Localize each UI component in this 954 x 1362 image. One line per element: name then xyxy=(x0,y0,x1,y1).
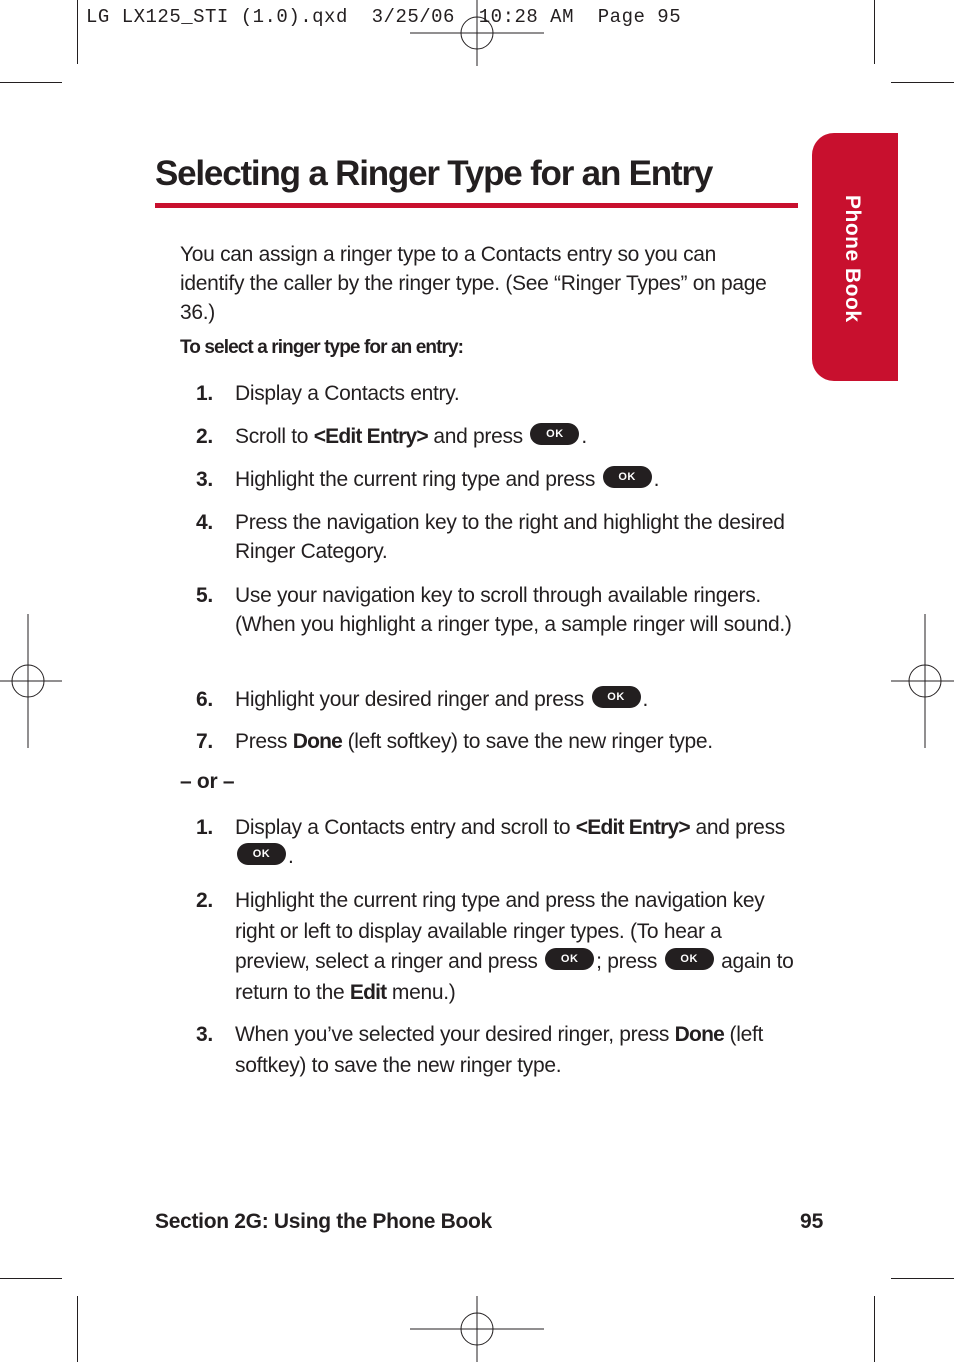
registration-mark-bottom xyxy=(410,1296,544,1362)
procedure-heading: To select a ringer type for an entry: xyxy=(180,337,464,358)
ok-key-icon: OK xyxy=(665,948,714,970)
or-divider: – or – xyxy=(180,770,235,793)
crop-mark xyxy=(874,1296,875,1362)
step-number: 4. xyxy=(196,511,213,534)
crop-mark xyxy=(891,82,954,83)
page-title: Selecting a Ringer Type for an Entry xyxy=(155,154,713,193)
softkey-done: Done xyxy=(674,1023,724,1046)
menu-item-edit-entry: <Edit Entry> xyxy=(575,816,690,839)
step-text: Highlight the current ring type and press the navigation key right or left to display available ringer types. (To hear a preview, select a ringer and press OK ; press OK again to return to the Edit menu.) xyxy=(235,889,794,1004)
step-text: Scroll to <Edit Entry> and press OK . xyxy=(235,425,587,448)
step-number: 1. xyxy=(196,382,213,405)
section-tab-label: Phone Book xyxy=(841,195,864,323)
step-text: Highlight your desired ringer and press OK . xyxy=(235,688,649,711)
step-number: 2. xyxy=(196,889,213,912)
step-number: 5. xyxy=(196,584,213,607)
step-text: Press Done (left softkey) to save the new ringer type. xyxy=(235,730,713,753)
step-text: Press the navigation key to the right and highlight the desired Ringer Category. xyxy=(235,511,785,563)
menu-edit: Edit xyxy=(349,980,387,1004)
crop-mark xyxy=(0,1278,62,1279)
step-text: When you’ve selected your desired ringer, press Done (left softkey) to save the new ringer type. xyxy=(235,1023,764,1077)
section-tab xyxy=(812,133,898,381)
ok-key-icon: OK xyxy=(545,948,594,970)
title-rule xyxy=(155,203,798,208)
crop-mark xyxy=(77,0,78,64)
step-number: 3. xyxy=(196,468,213,491)
step-number: 1. xyxy=(196,816,213,839)
ok-key-icon: OK xyxy=(592,686,641,708)
crop-mark xyxy=(874,0,875,64)
step-text: Use your navigation key to scroll through available ringers. (When you highlight a ringer type, a sample ringer will sound.) xyxy=(235,584,792,636)
registration-mark-left xyxy=(0,614,62,748)
softkey-done: Done xyxy=(292,730,343,753)
menu-item-edit-entry: <Edit Entry> xyxy=(313,425,428,448)
intro-paragraph: You can assign a ringer type to a Contacts entry so you can identify the caller by the ringer type. (See “Ringer Types” on page 36.) xyxy=(180,243,767,324)
step-text: Highlight the current ring type and press OK . xyxy=(235,468,660,491)
printer-slug: LG LX125_STI (1.0).qxd 3/25/06 10:28 AM Page 95 xyxy=(86,6,682,28)
step-text: Display a Contacts entry and scroll to <Edit Entry> and press OK . xyxy=(235,816,785,868)
step-number: 7. xyxy=(196,730,213,753)
page-number: 95 xyxy=(800,1210,824,1233)
step-number: 3. xyxy=(196,1023,213,1046)
crop-mark xyxy=(0,82,62,83)
crop-mark xyxy=(891,1278,954,1279)
step-number: 6. xyxy=(196,688,213,711)
ok-key-icon: OK xyxy=(530,423,579,445)
step-number: 2. xyxy=(196,425,213,448)
step-text: Display a Contacts entry. xyxy=(235,382,460,405)
registration-mark-right xyxy=(891,614,954,748)
crop-mark xyxy=(77,1296,78,1362)
registration-mark-top xyxy=(410,0,544,66)
ok-key-icon: OK xyxy=(237,843,286,865)
ok-key-icon: OK xyxy=(603,466,652,488)
footer-section-title: Section 2G: Using the Phone Book xyxy=(155,1210,492,1233)
